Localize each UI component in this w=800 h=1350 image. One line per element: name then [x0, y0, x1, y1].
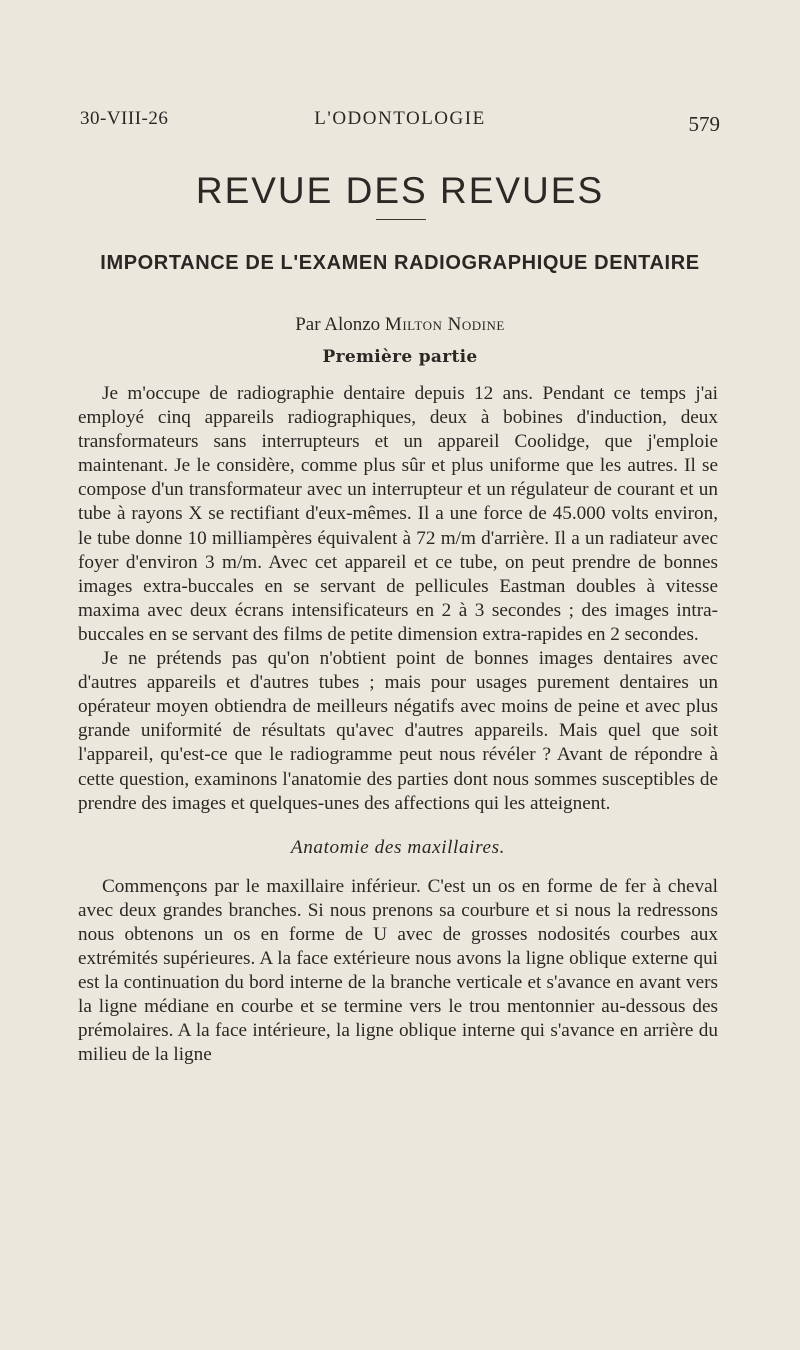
author-name: Milton Nodine — [384, 314, 505, 335]
article-title: IMPORTANCE DE L'EXAMEN RADIOGRAPHIQUE DENTAIRE — [100, 252, 700, 274]
running-header — [80, 108, 720, 138]
journal-name: L'ODONTOLOGIE — [314, 108, 486, 129]
article-body — [78, 382, 718, 1068]
part-heading: Première partie — [322, 347, 478, 367]
paragraph: Commençons par le maxillaire inférieur. C'est un os en forme de fer à cheval avec deux grandes branches. Si nous prenons sa courbure et si nous la redressons nous obtenons un os en forme de U avec de grosses nodosités courbes aux extrémités supérieures. A la face extérieure nous avons la ligne oblique externe qui est la continuation du bord interne de la branche verticale et s'avance en avant vers la ligne médiane en courbe et se termine vers le trou mentonnier au-dessous des prémolaires. A la face intérieure, la ligne oblique interne qui s'avance en arrière du milieu de la ligne — [78, 875, 718, 1066]
subheading: Anatomie des maxillaires. — [290, 836, 506, 858]
paragraph: Je m'occupe de radiographie dentaire depuis 12 ans. Pendant ce temps j'ai employé cinq appareils radiographiques, deux à bobines d'induction, deux transformateurs sans interrupteurs et un appareil Coolidge, que j'emploie maintenant. Je le considère, comme plus sûr et plus uniforme que les autres. Il se compose d'un transformateur avec un interrupteur et un régulateur de courant et un tube à rayons X se rectifiant d'eux-mêmes. Il a une force de 45.000 volts environ, le tube donne 10 milliampères équivalent à 72 m/m d'arrière. Il a un radiateur avec foyer d'environ 3 m/m. Avec cet appareil et ce tube, on peut prendre de bonnes images extra-buccales en se servant de pellicules Eastman doubles à vitesse maxima avec deux écrans intensificateurs en 2 à 3 secondes ; des images intra-buccales en se servant des films de petite dimension extra-rapides en 2 secondes. — [78, 383, 718, 645]
issue-date: 30-VIII-26 — [80, 108, 169, 129]
section-title: REVUE DES REVUES — [195, 170, 605, 211]
author-prefix: Par Alonzo — [295, 314, 381, 335]
paragraph: Je ne prétends pas qu'on n'obtient point de bonnes images dentaires avec d'autres appareils et d'autres tubes ; mais pour usages purement dentaires un opérateur moyen obtiendra de meilleurs négatifs avec moins de peine et avec plus grande uniformité de résultats qu'avec d'autres appareils. Mais quel que soit l'appareil, qu'est-ce que le radiogramme peut nous révéler ? Avant de répondre à cette question, examinons l'anatomie des parties dont nous sommes susceptibles de prendre des images et quelques-unes des affections qui les atteignent. — [78, 648, 718, 814]
page-number: 579 — [688, 112, 720, 136]
title-divider — [376, 219, 426, 220]
author-line — [0, 314, 800, 336]
